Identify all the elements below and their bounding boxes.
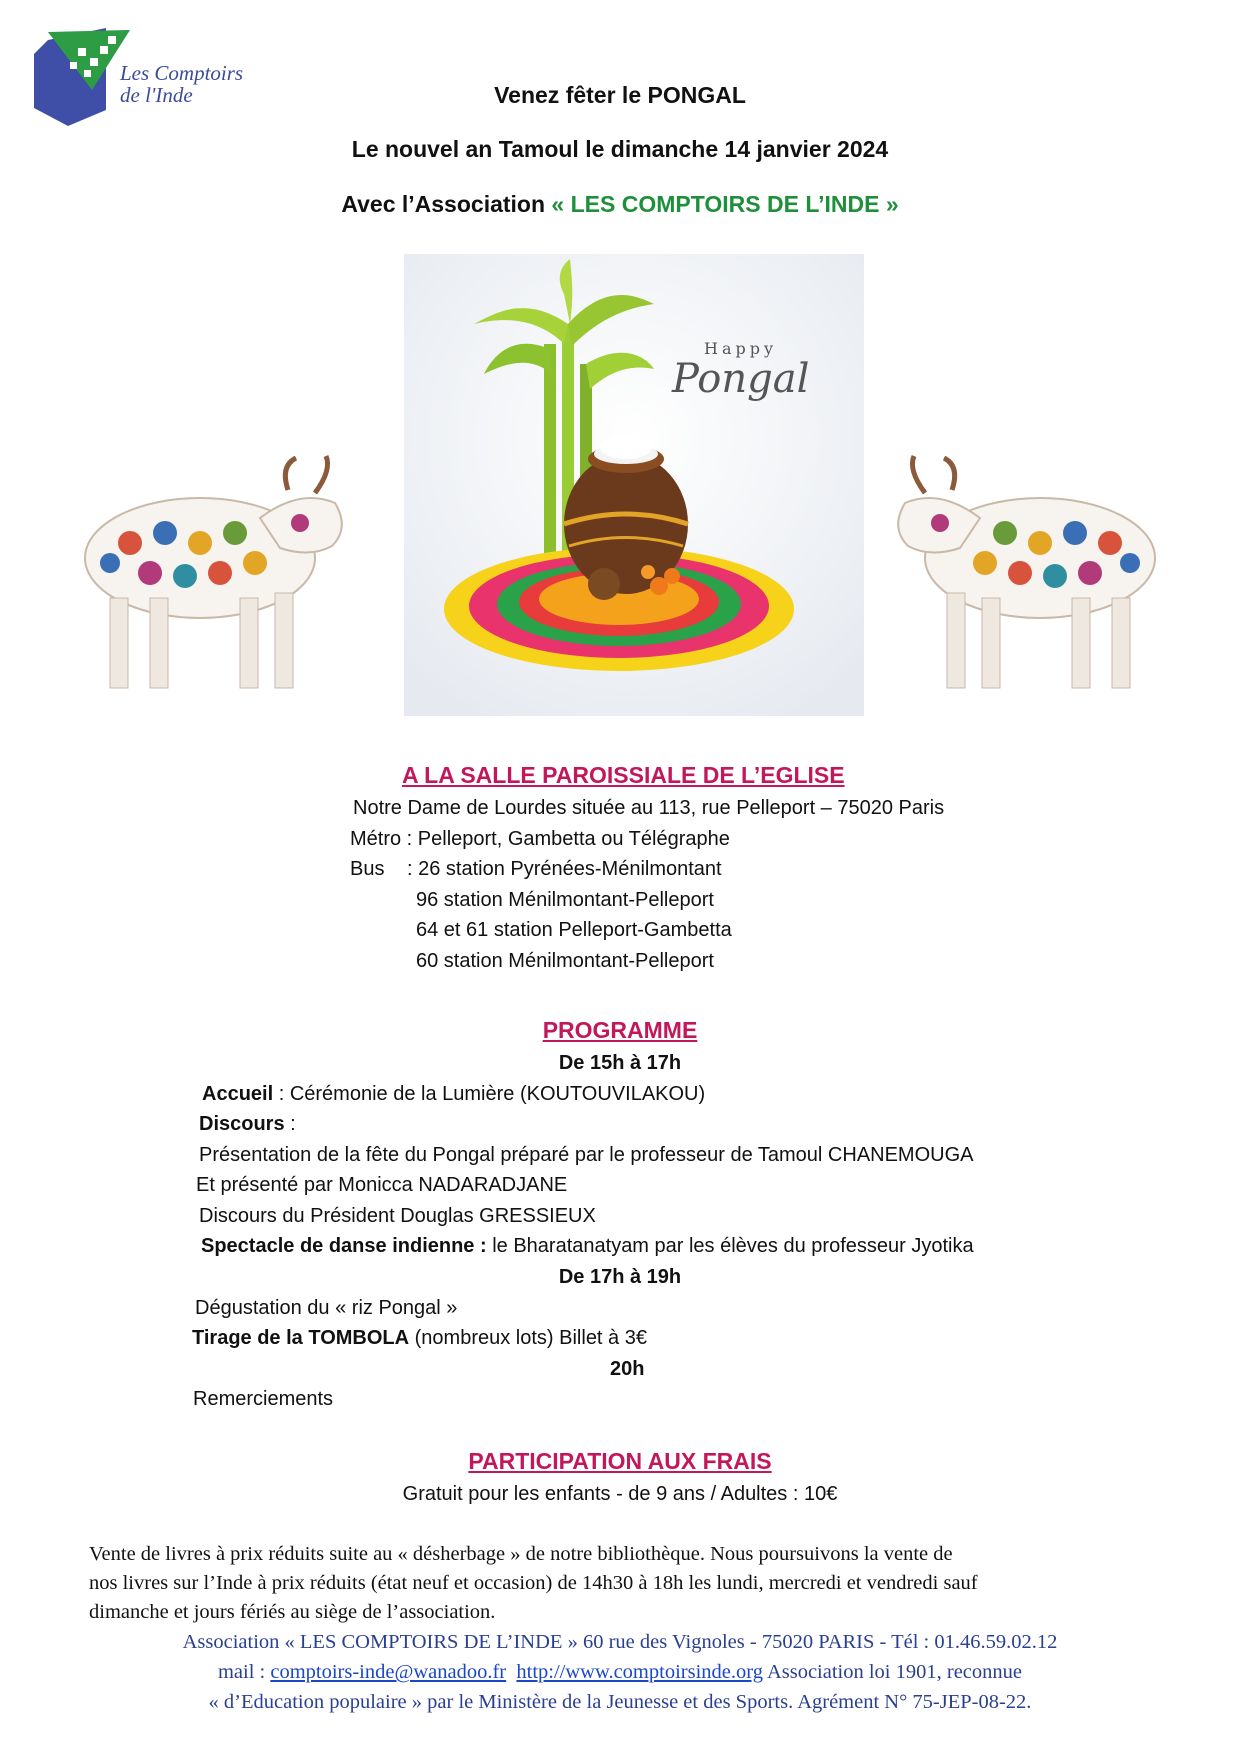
- header-line-1: Venez fêter le PONGAL: [494, 82, 746, 108]
- venue-metro: Métro : Pelleport, Gambetta ou Télégraphe: [350, 828, 730, 850]
- programme-discours-president: Discours du Président Douglas GRESSIEUX: [199, 1205, 596, 1227]
- logo-text: Les Comptoirs de l'Inde: [120, 61, 244, 107]
- programme-spectacle: Spectacle de danse indienne : le Bharatanatyam par les élèves du professeur Jyotika: [201, 1235, 974, 1257]
- programme-tirage: Tirage de la TOMBOLA (nombreux lots) Billet à 3€: [192, 1327, 647, 1349]
- cow-left-icon: [70, 448, 360, 708]
- pongal-text: Pongal: [672, 356, 810, 402]
- venue-bus-1: : 26 station Pyrénées-Ménilmontant: [407, 858, 722, 880]
- decorated-cow-left-image: [70, 448, 360, 708]
- programme-degustation: Dégustation du « riz Pongal »: [195, 1297, 458, 1319]
- programme-time-1: De 15h à 17h: [558, 1052, 682, 1074]
- programme-time-3: 20h: [610, 1358, 645, 1380]
- footer-contact: mail : comptoirs-inde@wanadoo.fr http://www.comptoirsinde.org Association loi 1901, reconnue: [217, 1661, 1023, 1683]
- pongal-pot-illustration-icon: [404, 254, 864, 716]
- happy-text: Happy: [704, 339, 778, 358]
- participation-text: Gratuit pour les enfants - de 9 ans / Adultes : 10€: [402, 1483, 838, 1505]
- footer-books-line-3: dimanche et jours fériés au siège de l’association.: [89, 1601, 496, 1623]
- email-link[interactable]: comptoirs-inde@wanadoo.fr: [270, 1661, 507, 1683]
- programme-remerciements: Remerciements: [193, 1388, 334, 1410]
- venue-bus-label: Bus: [350, 858, 385, 880]
- footer-books-line-2: nos livres sur l’Inde à prix réduits (état neuf et occasion) de 14h30 à 18h les lundi, mercredi et vendredi sauf: [89, 1572, 978, 1594]
- venue-bus-3: 64 et 61 station Pelleport-Gambetta: [416, 919, 732, 941]
- footer-books-line-1: Vente de livres à prix réduits suite au « désherbage » de notre bibliothèque. Nous poursuivons la vente de: [89, 1543, 953, 1565]
- venue-bus-2: 96 station Ménilmontant-Pelleport: [416, 889, 714, 911]
- programme-discours: Discours :: [199, 1113, 296, 1135]
- programme-title: PROGRAMME: [542, 1017, 698, 1043]
- programme-time-2: De 17h à 19h: [558, 1266, 682, 1288]
- programme-presentation: Présentation de la fête du Pongal préparé par le professeur de Tamoul CHANEMOUGA: [199, 1144, 974, 1166]
- header-line-2: Le nouvel an Tamoul le dimanche 14 janvier 2024: [351, 136, 889, 162]
- programme-accueil: Accueil : Cérémonie de la Lumière (KOUTOUVILAKOU): [202, 1083, 706, 1105]
- footer-agrement: « d’Education populaire » par le Ministère de la Jeunesse et des Sports. Agrément N° 75-JEP-08-22.: [208, 1691, 1032, 1713]
- participation-title: PARTICIPATION AUX FRAIS: [468, 1448, 772, 1474]
- cow-right-icon: [880, 448, 1170, 708]
- programme-presente-par: Et présenté par Monicca NADARADJANE: [196, 1174, 568, 1196]
- venue-bus-4: 60 station Ménilmontant-Pelleport: [416, 950, 714, 972]
- happy-pongal-image: [404, 254, 864, 716]
- website-link[interactable]: http://www.comptoirsinde.org: [516, 1661, 763, 1683]
- venue-address: Notre Dame de Lourdes située au 113, rue Pelleport – 75020 Paris: [353, 797, 945, 819]
- footer-association: Association « LES COMPTOIRS DE L’INDE » 60 rue des Vignoles - 75020 PARIS - Tél : 01.46.59.02.12: [182, 1631, 1058, 1653]
- venue-title: A LA SALLE PAROISSIALE DE L’EGLISE: [402, 762, 845, 788]
- header-line-3: Avec l’Association « LES COMPTOIRS DE L’INDE »: [341, 191, 899, 217]
- decorated-cow-right-image: [880, 448, 1170, 708]
